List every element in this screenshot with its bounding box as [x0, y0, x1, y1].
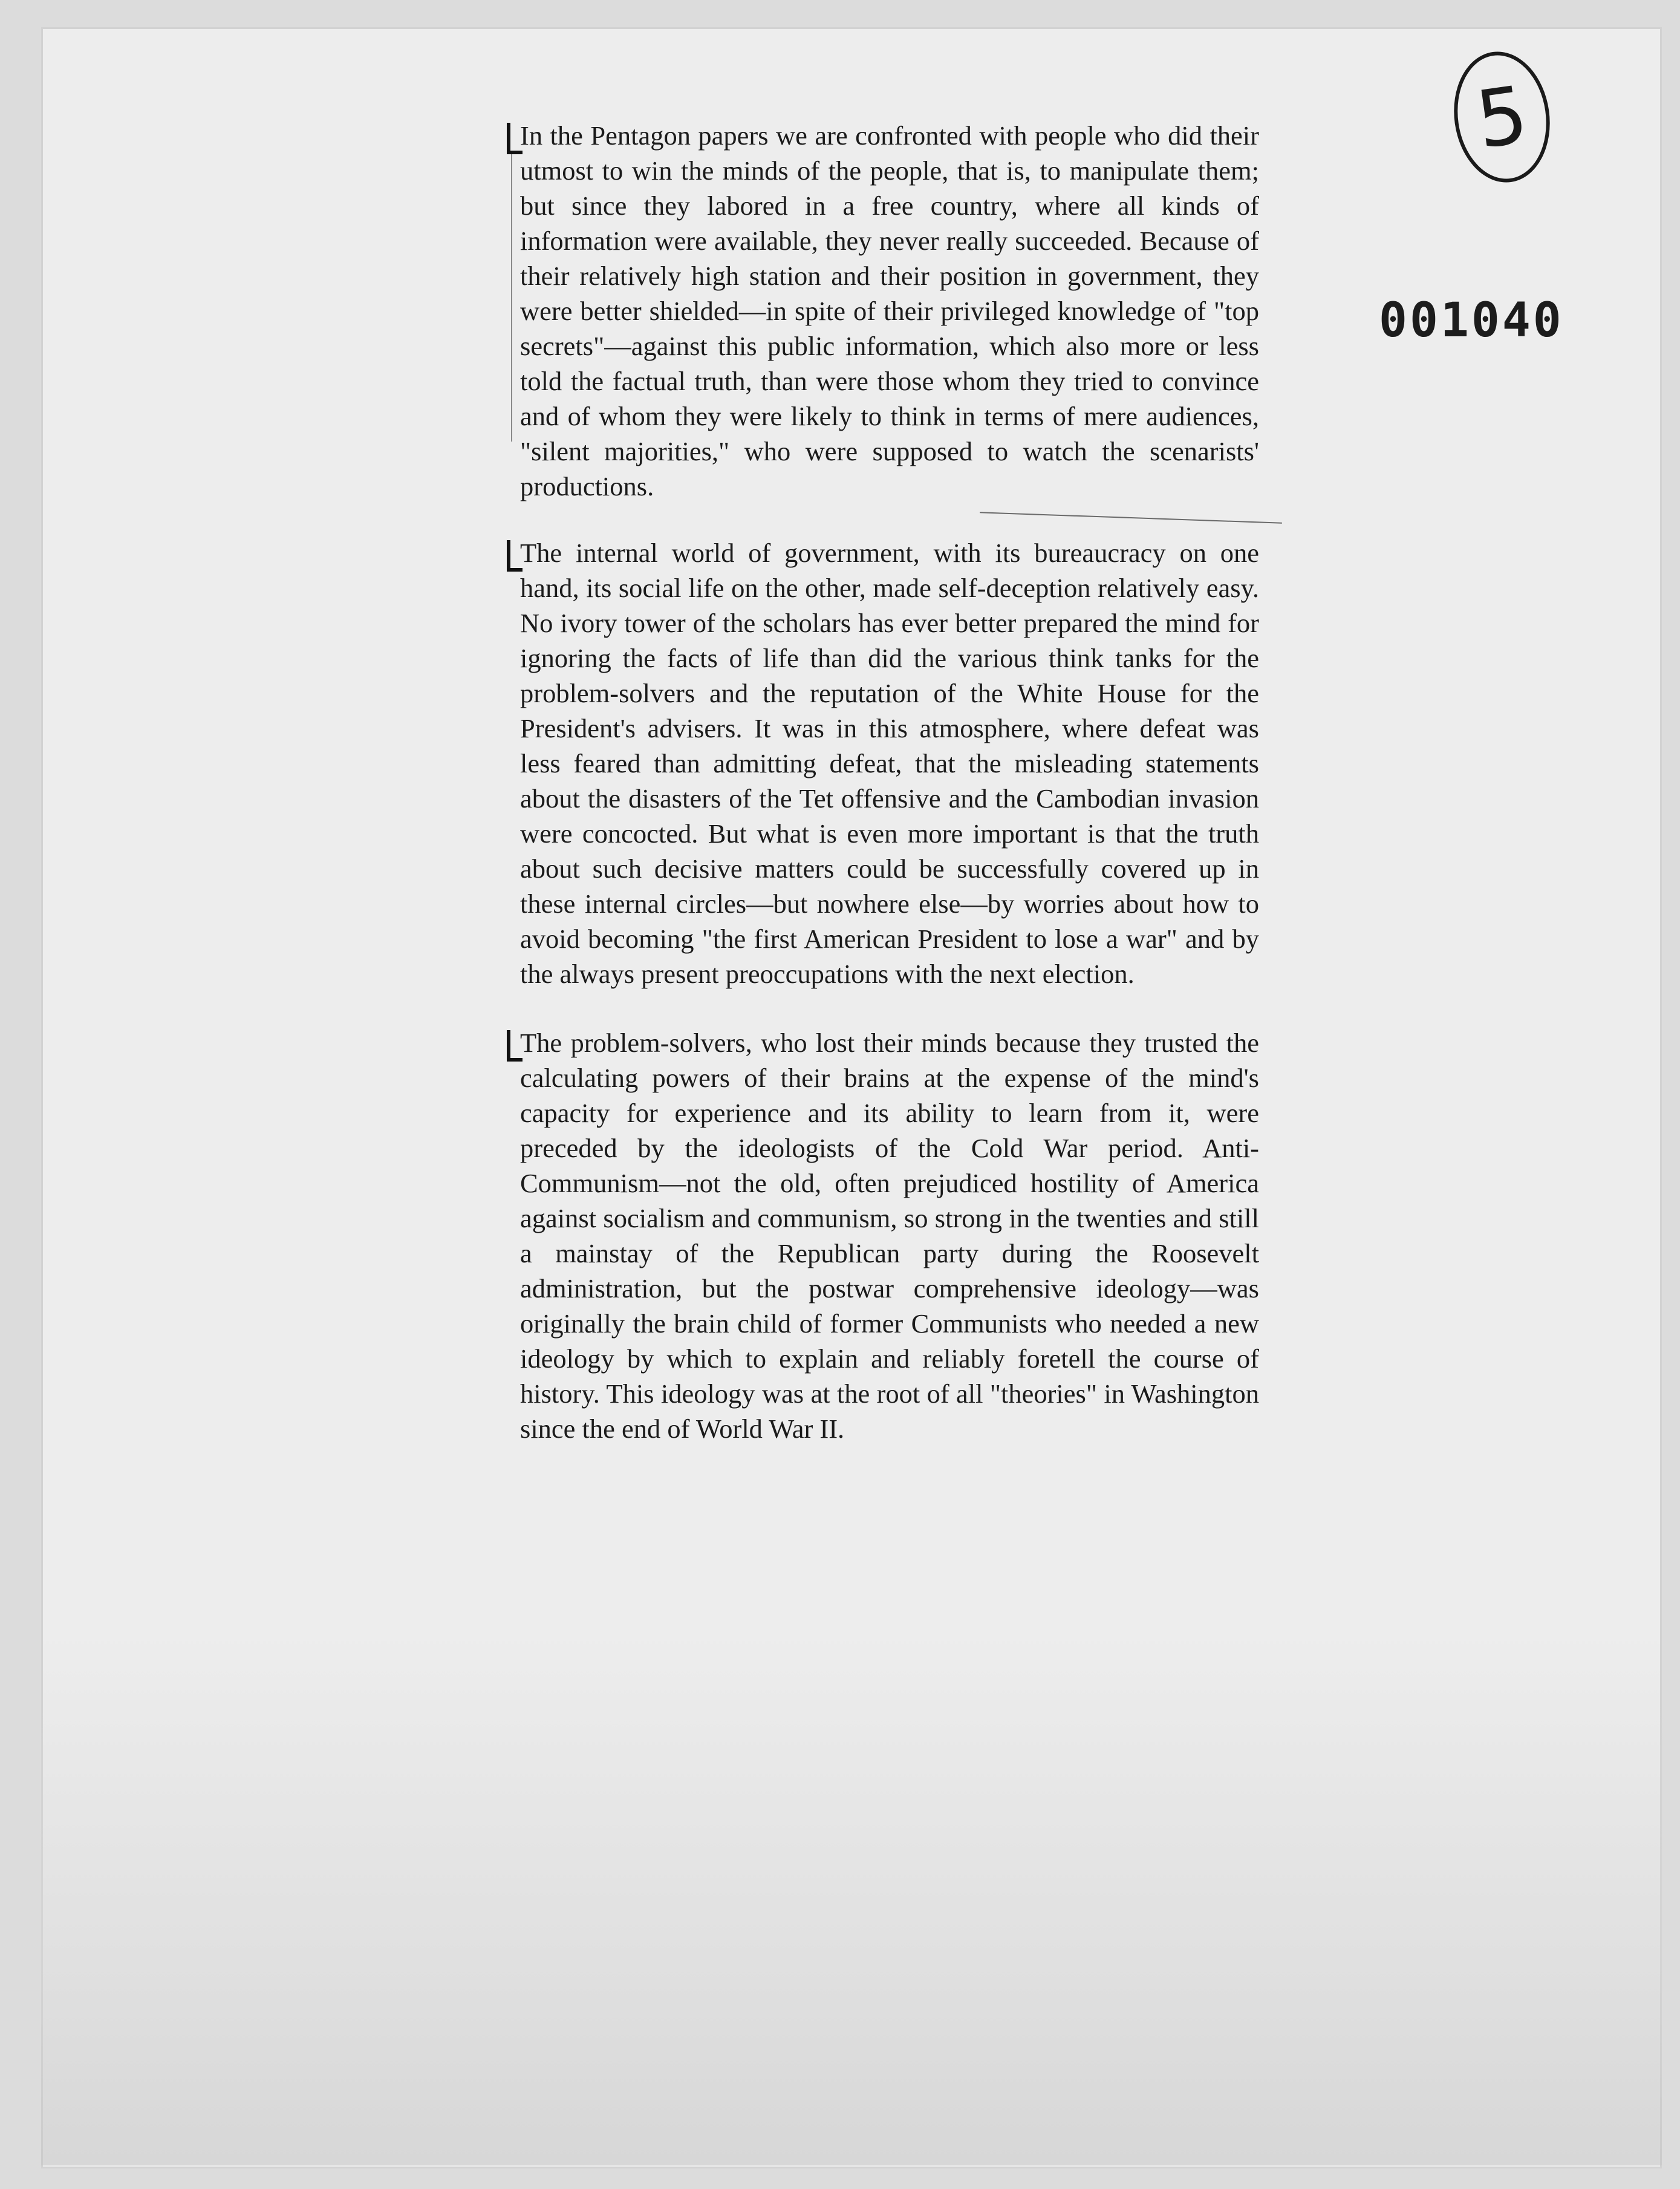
document-stamp-number: 001040 [1379, 293, 1564, 348]
paragraph-3-text: The problem-solvers, who lost their minds because they trusted the calculating powers of their brains at the expense of the mind's capacity for experience and its ability to learn from it, were preceded by the ideologists of the Cold War period. Anti-Communism—not the old, often prejudiced hostility of America against socialism and communism, so strong in the twenties and still a mainstay of the Republican party during the Roosevelt administration, but the postwar comprehensive ideology—was originally the brain child of former Communists who needed a new ideology by which to explain and reliably foretell the course of history. This ideology was at the root of all "theories" in Washington since the end of World War II. [520, 1028, 1259, 1444]
paragraph-bracket-mark [507, 1030, 523, 1062]
paragraph-2 [520, 535, 1259, 991]
paragraph-3 [520, 1025, 1259, 1446]
margin-line [511, 151, 512, 442]
scan-shading [41, 1633, 1662, 2165]
paragraph-bracket-mark [507, 123, 523, 154]
paragraph-2-text: The internal world of government, with its bureaucracy on one hand, its social life on the other, made self-deception relatively easy. No ivory tower of the scholars has ever better prepared the mind for ignoring the facts of life than did the various think tanks for the problem-solvers and the reputation of the White House for the President's advisers. It was in this atmosphere, where defeat was less feared than admitting defeat, that the misleading statements about the disasters of the Tet offensive and the Cambodian invasion were concocted. But what is even more important is that the truth about such decisive matters could be successfully covered up in these internal circles—but nowhere else—by worries about how to avoid becoming "the first American President to lose a war" and by the always present preoccupations with the next election. [520, 538, 1259, 989]
paragraph-bracket-mark [507, 540, 523, 572]
page-number-text: 5 [1470, 68, 1534, 166]
paragraph-1-text: In the Pentagon papers we are confronted with people who did their utmost to win the minds of the people, that is, to manipulate them; but since they labored in a free country, where all kinds of information were available, they never really succeeded. Because of their relatively high station and their position in government, they were better shielded—in spite of their privileged knowledge of "top secrets"—against this public information, which also more or less told the factual truth, than were those whom they tried to convince and of whom they were likely to think in terms of mere audiences, "silent majorities," who were supposed to watch the scenarists' productions. [520, 120, 1259, 501]
paragraph-1 [520, 118, 1259, 504]
article-text [520, 118, 1259, 1446]
